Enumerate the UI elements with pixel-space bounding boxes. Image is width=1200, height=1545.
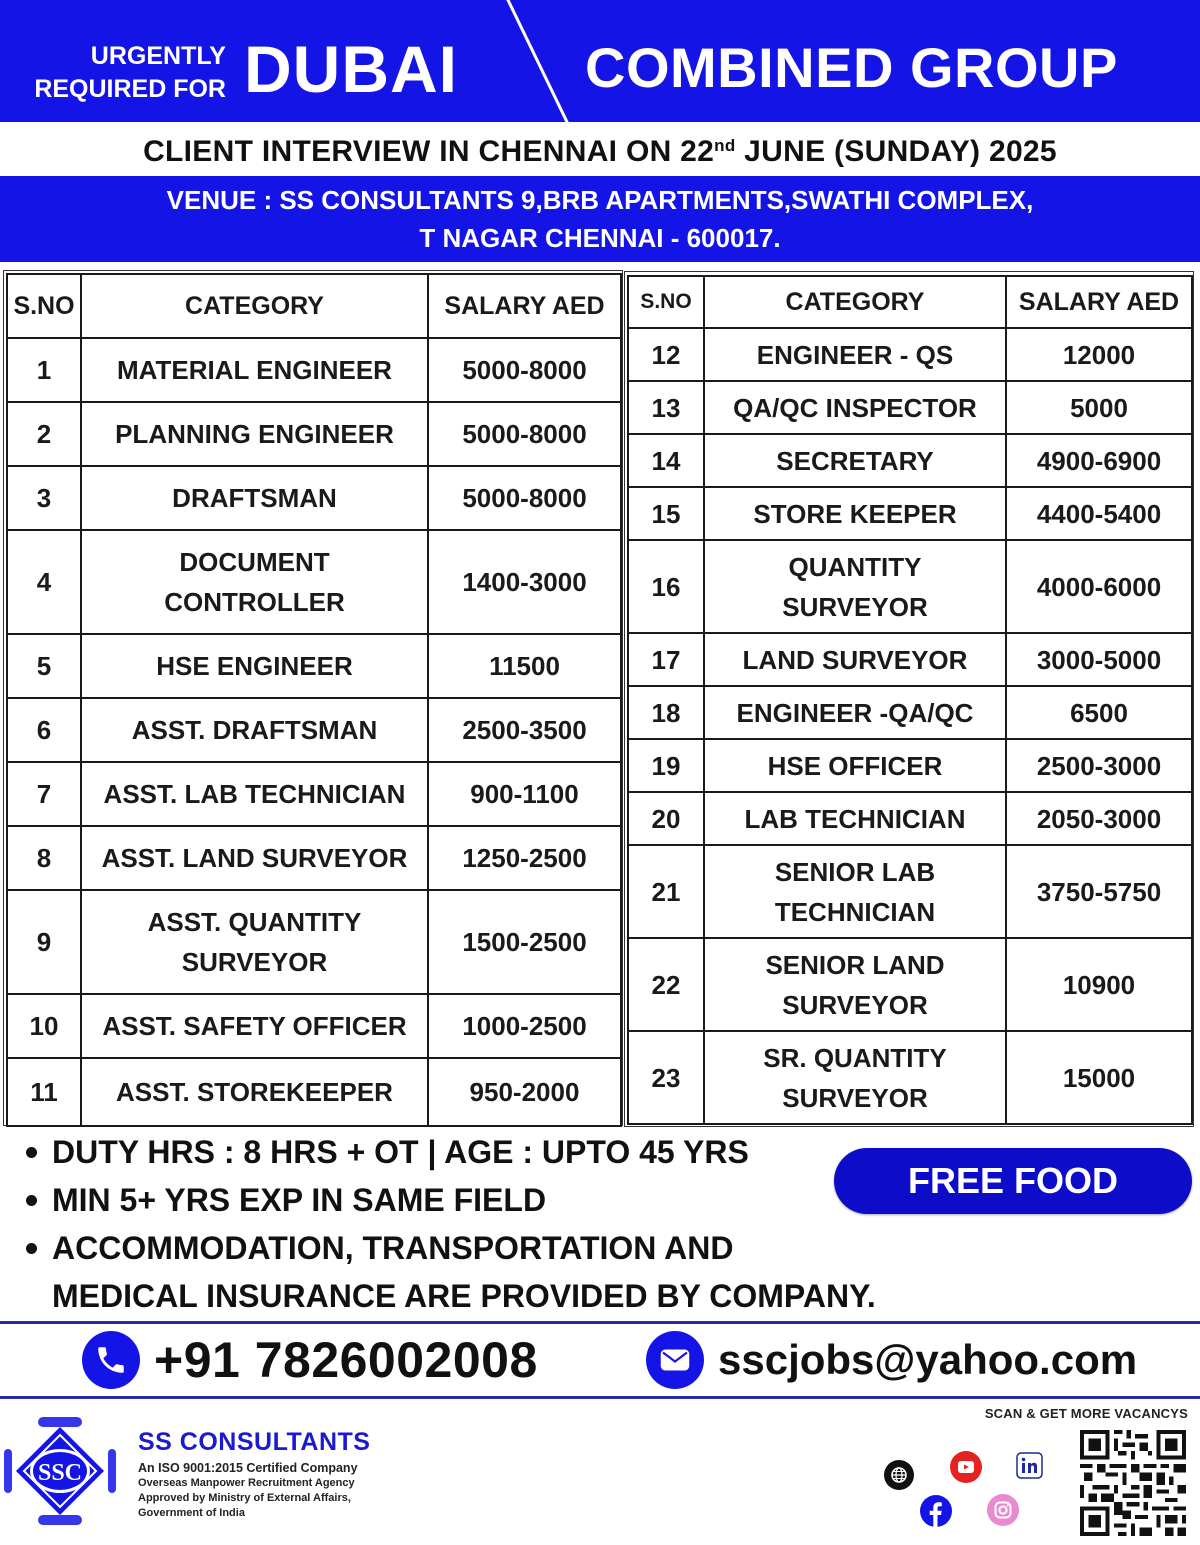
cell-category <box>704 1031 1006 1124</box>
category-line: ASST. QUANTITY <box>147 907 362 937</box>
company-line: Overseas Manpower Recruitment Agency <box>138 1477 355 1489</box>
cell-salary: 15000 <box>1006 1031 1192 1124</box>
requirement-item <box>22 1176 952 1224</box>
cell-category: DRAFTSMAN <box>81 466 428 530</box>
table-header-row <box>7 274 621 338</box>
requirement-text: MIN 5+ YRS EXP IN SAME FIELD <box>52 1182 547 1218</box>
interview-suffix: JUNE (SUNDAY) 2025 <box>735 135 1057 168</box>
cell-category: HSE OFFICER <box>704 739 1006 792</box>
company-title: COMBINED GROUP <box>585 36 1118 99</box>
table-row <box>7 994 621 1058</box>
qr-code[interactable] <box>1080 1430 1186 1536</box>
table-row <box>628 487 1192 540</box>
cell-salary: 4900-6900 <box>1006 434 1192 487</box>
header-category: CATEGORY <box>81 274 428 338</box>
mail-icon <box>646 1331 704 1389</box>
category-line: SENIOR LAND <box>765 949 945 980</box>
cell-sno: 4 <box>7 530 81 634</box>
facebook-link[interactable] <box>920 1495 952 1527</box>
cell-salary: 5000-8000 <box>428 466 621 530</box>
requirement-text: MEDICAL INSURANCE ARE PROVIDED BY COMPANY. <box>52 1278 876 1314</box>
table-row <box>628 1031 1192 1124</box>
table-row <box>7 530 621 634</box>
header-sno: S.NO <box>628 276 704 328</box>
cell-salary: 2500-3500 <box>428 698 621 762</box>
venue-line-1: VENUE : SS CONSULTANTS 9,BRB APARTMENTS,SWATHI COMPLEX, <box>166 185 1034 215</box>
bullet-icon <box>26 1195 37 1206</box>
table-row <box>7 698 621 762</box>
cell-salary: 3000-5000 <box>1006 633 1192 686</box>
category-line: CONTROLLER <box>164 587 345 617</box>
linkedin-icon <box>1016 1452 1043 1479</box>
divider <box>0 1321 1200 1324</box>
table-row <box>7 762 621 826</box>
requirement-text: DUTY HRS : 8 HRS + OT | AGE : UPTO 45 YRS <box>52 1134 749 1170</box>
instagram-icon <box>987 1494 1019 1526</box>
company-name: SS CONSULTANTS <box>138 1428 371 1456</box>
cell-salary: 2500-3000 <box>1006 739 1192 792</box>
category-line: SR. QUANTITY <box>763 1042 947 1073</box>
interview-prefix: CLIENT INTERVIEW IN CHENNAI ON 22 <box>143 135 715 168</box>
cell-category: ASST. LAB TECHNICIAN <box>81 762 428 826</box>
instagram-link[interactable] <box>987 1494 1019 1526</box>
cell-salary: 1250-2500 <box>428 826 621 890</box>
cell-category: ASST. LAND SURVEYOR <box>81 826 428 890</box>
company-description <box>138 1460 358 1521</box>
facebook-icon <box>920 1495 952 1527</box>
cell-category: HSE ENGINEER <box>81 634 428 698</box>
cell-salary: 6500 <box>1006 686 1192 739</box>
header-banner <box>0 0 1200 122</box>
requirement-item <box>22 1224 952 1320</box>
table-row <box>628 540 1192 633</box>
table-row <box>7 402 621 466</box>
cell-sno: 14 <box>628 434 704 487</box>
cell-salary: 2050-3000 <box>1006 792 1192 845</box>
cell-sno: 15 <box>628 487 704 540</box>
cell-salary: 12000 <box>1006 328 1192 381</box>
category-line: SURVEYOR <box>782 1082 928 1113</box>
header-category: CATEGORY <box>704 276 1006 328</box>
category-line: DOCUMENT <box>179 547 330 577</box>
phone-icon <box>82 1331 140 1389</box>
cell-sno: 21 <box>628 845 704 938</box>
required-for-line: REQUIRED FOR <box>34 75 226 103</box>
table-row <box>628 434 1192 487</box>
cell-sno: 3 <box>7 466 81 530</box>
cell-category: LAND SURVEYOR <box>704 633 1006 686</box>
cell-category <box>704 938 1006 1031</box>
company-line: Approved by Ministry of External Affairs, <box>138 1492 351 1504</box>
cell-sno: 9 <box>7 890 81 994</box>
cell-sno: 18 <box>628 686 704 739</box>
requirement-text: ACCOMMODATION, TRANSPORTATION AND <box>52 1230 734 1266</box>
cell-sno: 1 <box>7 338 81 402</box>
company-line: An ISO 9001:2015 Certified Company <box>138 1461 358 1475</box>
scan-label: SCAN & GET MORE VACANCYS <box>984 1406 1188 1421</box>
jobs-table-left <box>6 273 622 1127</box>
bullet-icon <box>26 1147 37 1158</box>
table-row <box>7 826 621 890</box>
cell-category: MATERIAL ENGINEER <box>81 338 428 402</box>
logo-text: SSC <box>37 1460 83 1486</box>
bullet-icon <box>26 1243 37 1254</box>
website-link[interactable] <box>884 1460 914 1490</box>
cell-salary: 3750-5750 <box>1006 845 1192 938</box>
category-line: SURVEYOR <box>782 989 928 1020</box>
cell-category <box>81 890 428 994</box>
cell-salary: 1400-3000 <box>428 530 621 634</box>
table-row <box>7 1058 621 1126</box>
cell-category: ASST. STOREKEEPER <box>81 1058 428 1126</box>
table-row <box>7 634 621 698</box>
phone-number[interactable]: +91 7826002008 <box>154 1332 538 1388</box>
linkedin-link[interactable] <box>1016 1452 1043 1479</box>
cell-salary: 950-2000 <box>428 1058 621 1126</box>
cell-category: QA/QC INSPECTOR <box>704 381 1006 434</box>
table-row <box>628 686 1192 739</box>
cell-sno: 12 <box>628 328 704 381</box>
urgently-required-label <box>30 40 226 106</box>
venue-line-2: T NAGAR CHENNAI - 600017. <box>419 223 781 253</box>
urgently-line: URGENTLY <box>90 42 226 70</box>
table-row <box>628 739 1192 792</box>
cell-sno: 19 <box>628 739 704 792</box>
cell-salary: 5000 <box>1006 381 1192 434</box>
ssc-logo <box>2 1413 118 1529</box>
location-title: DUBAI <box>244 32 458 106</box>
cell-category: PLANNING ENGINEER <box>81 402 428 466</box>
cell-sno: 13 <box>628 381 704 434</box>
cell-salary: 1000-2500 <box>428 994 621 1058</box>
phone-contact[interactable] <box>82 1325 538 1395</box>
cell-sno: 7 <box>7 762 81 826</box>
cell-category: ASST. SAFETY OFFICER <box>81 994 428 1058</box>
cell-sno: 8 <box>7 826 81 890</box>
requirements-list <box>22 1128 952 1320</box>
table-row <box>7 466 621 530</box>
cell-sno: 5 <box>7 634 81 698</box>
venue-band <box>0 176 1200 262</box>
youtube-icon <box>950 1451 982 1483</box>
cell-category <box>81 530 428 634</box>
free-food-badge: FREE FOOD <box>834 1148 1192 1214</box>
table-row <box>628 381 1192 434</box>
cell-sno: 22 <box>628 938 704 1031</box>
table-row <box>628 845 1192 938</box>
cell-sno: 17 <box>628 633 704 686</box>
table-row <box>7 890 621 994</box>
cell-category <box>704 845 1006 938</box>
header-sno: S.NO <box>7 274 81 338</box>
cell-sno: 11 <box>7 1058 81 1126</box>
cell-category: ENGINEER -QA/QC <box>704 686 1006 739</box>
table-row <box>628 938 1192 1031</box>
category-line: SENIOR LAB <box>774 856 936 887</box>
cell-sno: 10 <box>7 994 81 1058</box>
requirement-item <box>22 1128 952 1176</box>
jobs-table-right <box>627 275 1193 1125</box>
category-line: SURVEYOR <box>782 591 928 622</box>
header-salary: SALARY AED <box>1006 276 1192 328</box>
cell-category: LAB TECHNICIAN <box>704 792 1006 845</box>
cell-sno: 20 <box>628 792 704 845</box>
category-line: SURVEYOR <box>181 947 328 977</box>
cell-category: SECRETARY <box>704 434 1006 487</box>
header-salary: SALARY AED <box>428 274 621 338</box>
cell-salary: 4400-5400 <box>1006 487 1192 540</box>
table-row <box>628 328 1192 381</box>
cell-salary: 5000-8000 <box>428 402 621 466</box>
cell-category: ENGINEER - QS <box>704 328 1006 381</box>
cell-sno: 16 <box>628 540 704 633</box>
category-line: QUANTITY <box>788 551 922 582</box>
table-header-row <box>628 276 1192 328</box>
email-address[interactable]: sscjobs@yahoo.com <box>718 1336 1138 1383</box>
ordinal-suffix: nd <box>714 136 736 155</box>
cell-sno: 2 <box>7 402 81 466</box>
email-contact[interactable] <box>646 1325 1137 1395</box>
table-row <box>628 792 1192 845</box>
cell-category <box>704 540 1006 633</box>
cell-sno: 23 <box>628 1031 704 1124</box>
cell-salary: 4000-6000 <box>1006 540 1192 633</box>
cell-salary: 900-1100 <box>428 762 621 826</box>
globe-icon <box>884 1460 914 1490</box>
cell-category: STORE KEEPER <box>704 487 1006 540</box>
divider <box>0 1396 1200 1399</box>
interview-date-line <box>0 130 1200 174</box>
cell-salary: 10900 <box>1006 938 1192 1031</box>
cell-salary: 5000-8000 <box>428 338 621 402</box>
company-line: Government of India <box>138 1507 245 1519</box>
cell-salary: 1500-2500 <box>428 890 621 994</box>
cell-category: ASST. DRAFTSMAN <box>81 698 428 762</box>
table-row <box>7 338 621 402</box>
category-line: TECHNICIAN <box>774 896 936 927</box>
cell-sno: 6 <box>7 698 81 762</box>
table-row <box>628 633 1192 686</box>
youtube-link[interactable] <box>950 1451 982 1483</box>
cell-salary: 11500 <box>428 634 621 698</box>
